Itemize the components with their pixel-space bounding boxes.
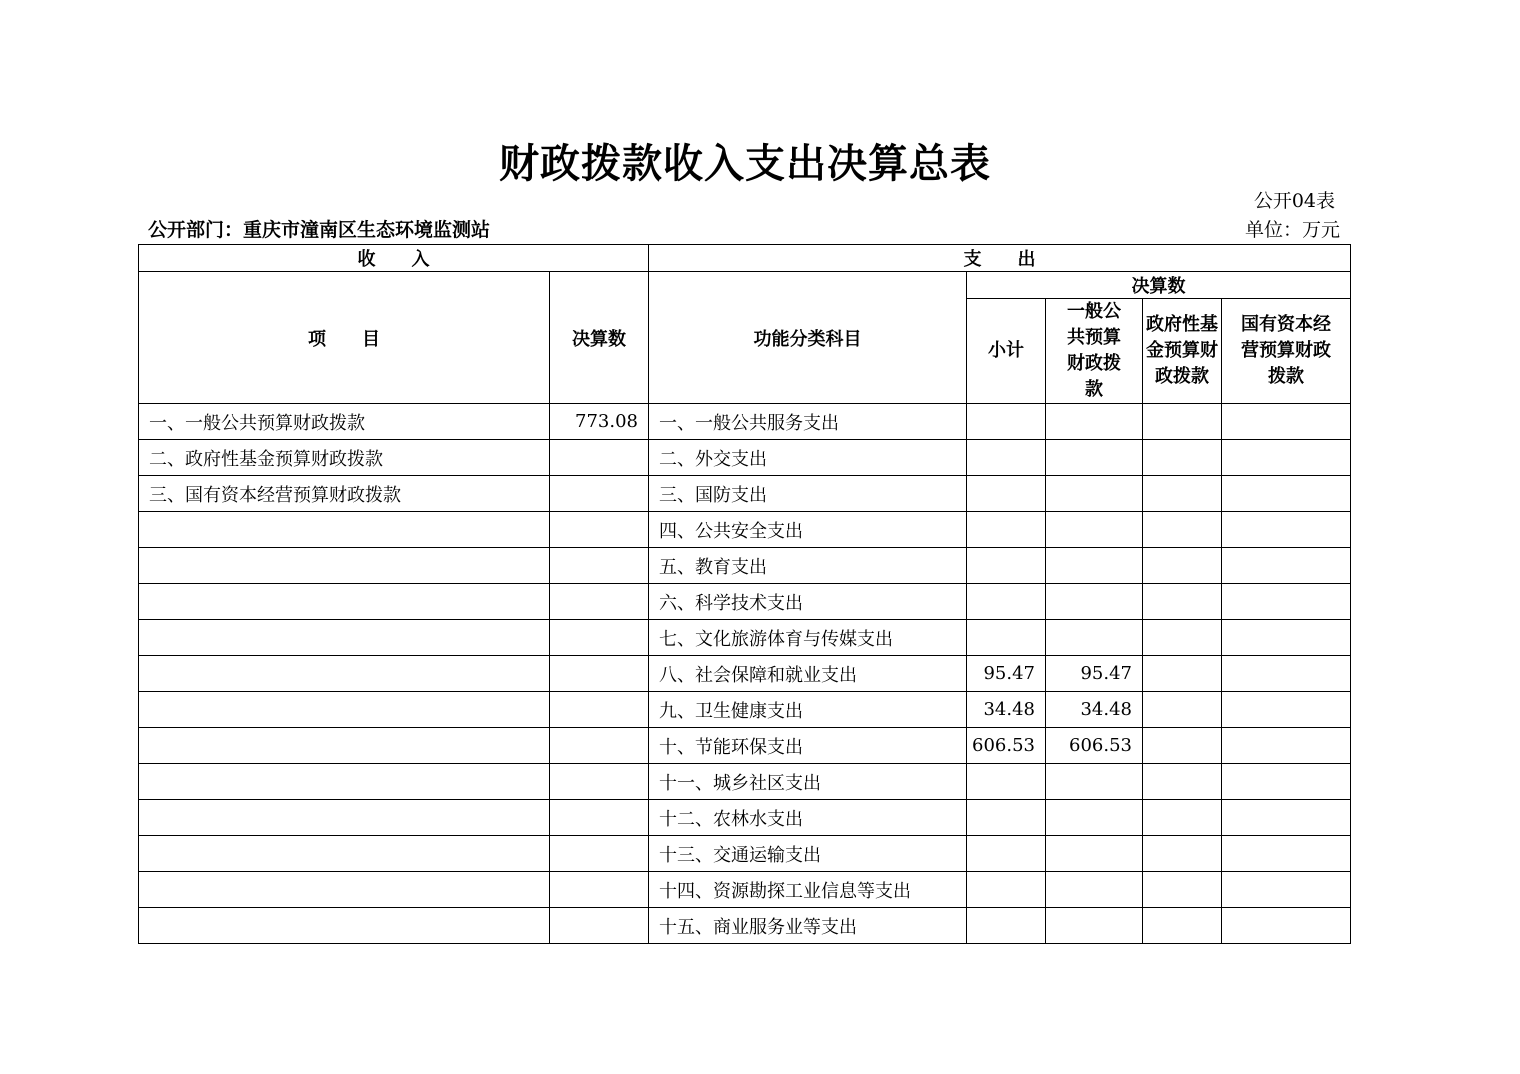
subtotal-cell xyxy=(967,512,1046,548)
state-capital-cell xyxy=(1222,620,1351,656)
income-item-cell xyxy=(139,836,550,872)
subtotal-cell xyxy=(967,908,1046,944)
subtotal-cell xyxy=(967,800,1046,836)
func-class-cell: 二、外交支出 xyxy=(649,440,967,476)
state-capital-cell xyxy=(1222,656,1351,692)
page-title: 财政拨款收入支出决算总表 xyxy=(499,140,991,187)
gov-fund-cell xyxy=(1143,692,1222,728)
state-capital-cell xyxy=(1222,440,1351,476)
income-amount-cell xyxy=(550,548,649,584)
table-row xyxy=(139,764,1351,800)
subtotal-cell xyxy=(967,404,1046,440)
func-class-cell: 十一、城乡社区支出 xyxy=(649,764,967,800)
income-amount-cell xyxy=(550,800,649,836)
func-class-cell: 五、教育支出 xyxy=(649,548,967,584)
income-amount-cell xyxy=(550,692,649,728)
gov-fund-cell xyxy=(1143,800,1222,836)
general-budget-cell xyxy=(1046,548,1143,584)
income-item-cell: 三、国有资本经营预算财政拨款 xyxy=(139,476,550,512)
table-row xyxy=(139,440,1351,476)
subtotal-cell xyxy=(967,872,1046,908)
income-item-cell: 一、一般公共预算财政拨款 xyxy=(139,404,550,440)
func-class-cell: 六、科学技术支出 xyxy=(649,584,967,620)
state-capital-cell xyxy=(1222,692,1351,728)
income-item-cell xyxy=(139,584,550,620)
subtotal-cell xyxy=(967,584,1046,620)
state-capital-cell xyxy=(1222,512,1351,548)
subtotal-cell xyxy=(967,440,1046,476)
gov-fund-cell xyxy=(1143,656,1222,692)
gov-fund-header: 政府性基金预算财政拨款 xyxy=(1143,299,1222,404)
func-class-cell: 十五、商业服务业等支出 xyxy=(649,908,967,944)
income-header: 收 入 xyxy=(139,245,649,272)
subtotal-cell: 606.53 xyxy=(967,728,1046,764)
table-row xyxy=(139,908,1351,944)
gov-fund-cell xyxy=(1143,872,1222,908)
func-class-cell: 十、节能环保支出 xyxy=(649,728,967,764)
subtotal-cell: 95.47 xyxy=(967,656,1046,692)
subtotal-header: 小计 xyxy=(967,299,1046,404)
income-amount-cell xyxy=(550,872,649,908)
income-amount-cell xyxy=(550,584,649,620)
department-label: 公开部门：重庆市潼南区生态环境监测站 xyxy=(148,219,491,241)
table-row xyxy=(139,476,1351,512)
income-item-cell xyxy=(139,620,550,656)
gov-fund-cell xyxy=(1143,512,1222,548)
gov-fund-cell xyxy=(1143,548,1222,584)
general-budget-cell xyxy=(1046,404,1143,440)
income-amount-cell xyxy=(550,512,649,548)
gov-fund-cell xyxy=(1143,728,1222,764)
income-amount-cell: 773.08 xyxy=(550,404,649,440)
general-budget-cell xyxy=(1046,836,1143,872)
func-class-cell: 十二、农林水支出 xyxy=(649,800,967,836)
subtotal-cell xyxy=(967,764,1046,800)
income-amount-cell xyxy=(550,764,649,800)
state-capital-cell xyxy=(1222,584,1351,620)
income-item-cell xyxy=(139,692,550,728)
expense-header: 支 出 xyxy=(649,245,1351,272)
income-item-cell xyxy=(139,512,550,548)
state-capital-header: 国有资本经营预算财政拨款 xyxy=(1222,299,1351,404)
state-capital-cell xyxy=(1222,728,1351,764)
table-code: 公开04表 xyxy=(1253,190,1335,212)
func-class-cell: 十四、资源勘探工业信息等支出 xyxy=(649,872,967,908)
state-capital-cell xyxy=(1222,908,1351,944)
subtotal-cell xyxy=(967,620,1046,656)
func-class-cell: 四、公共安全支出 xyxy=(649,512,967,548)
income-item-cell xyxy=(139,548,550,584)
income-item-cell xyxy=(139,656,550,692)
general-budget-cell: 606.53 xyxy=(1046,728,1143,764)
subtotal-cell: 34.48 xyxy=(967,692,1046,728)
income-amount-cell xyxy=(550,908,649,944)
income-amount-cell xyxy=(550,836,649,872)
general-budget-cell: 34.48 xyxy=(1046,692,1143,728)
table-row xyxy=(139,620,1351,656)
income-item-cell xyxy=(139,800,550,836)
gov-fund-cell xyxy=(1143,440,1222,476)
gov-fund-cell xyxy=(1143,764,1222,800)
subtotal-cell xyxy=(967,476,1046,512)
func-class-cell: 八、社会保障和就业支出 xyxy=(649,656,967,692)
state-capital-cell xyxy=(1222,404,1351,440)
gov-fund-cell xyxy=(1143,836,1222,872)
func-class-cell: 九、卫生健康支出 xyxy=(649,692,967,728)
unit-label: 单位：万元 xyxy=(1244,219,1340,241)
table-row xyxy=(139,548,1351,584)
income-amount-cell xyxy=(550,656,649,692)
gov-fund-cell xyxy=(1143,584,1222,620)
amount-header: 决算数 xyxy=(550,272,649,404)
general-budget-cell: 95.47 xyxy=(1046,656,1143,692)
func-class-header: 功能分类科目 xyxy=(649,272,967,404)
income-item-cell xyxy=(139,908,550,944)
income-item-cell: 二、政府性基金预算财政拨款 xyxy=(139,440,550,476)
func-class-cell: 十三、交通运输支出 xyxy=(649,836,967,872)
general-budget-cell xyxy=(1046,764,1143,800)
income-amount-cell xyxy=(550,440,649,476)
item-header: 项 目 xyxy=(139,272,550,404)
general-budget-cell xyxy=(1046,800,1143,836)
general-budget-cell xyxy=(1046,584,1143,620)
table-row xyxy=(139,692,1351,728)
subtotal-cell xyxy=(967,548,1046,584)
general-budget-header: 一般公共预算财政拨款 xyxy=(1046,299,1143,404)
table-row xyxy=(139,404,1351,440)
state-capital-cell xyxy=(1222,836,1351,872)
gov-fund-cell xyxy=(1143,476,1222,512)
state-capital-cell xyxy=(1222,764,1351,800)
func-class-cell: 三、国防支出 xyxy=(649,476,967,512)
general-budget-cell xyxy=(1046,512,1143,548)
income-item-cell xyxy=(139,872,550,908)
func-class-cell: 一、一般公共服务支出 xyxy=(649,404,967,440)
state-capital-cell xyxy=(1222,872,1351,908)
table-row xyxy=(139,512,1351,548)
table-row xyxy=(139,584,1351,620)
general-budget-cell xyxy=(1046,476,1143,512)
state-capital-cell xyxy=(1222,800,1351,836)
gov-fund-cell xyxy=(1143,908,1222,944)
general-budget-cell xyxy=(1046,872,1143,908)
income-item-cell xyxy=(139,764,550,800)
income-amount-cell xyxy=(550,476,649,512)
income-amount-cell xyxy=(550,620,649,656)
table-row xyxy=(139,872,1351,908)
general-budget-cell xyxy=(1046,908,1143,944)
gov-fund-cell xyxy=(1143,620,1222,656)
table-row xyxy=(139,728,1351,764)
gov-fund-cell xyxy=(1143,404,1222,440)
state-capital-cell xyxy=(1222,476,1351,512)
table-row xyxy=(139,656,1351,692)
final-header: 决算数 xyxy=(967,272,1351,299)
table-row xyxy=(139,800,1351,836)
general-budget-cell xyxy=(1046,440,1143,476)
state-capital-cell xyxy=(1222,548,1351,584)
income-amount-cell xyxy=(550,728,649,764)
fiscal-summary-table xyxy=(138,244,1351,944)
subtotal-cell xyxy=(967,836,1046,872)
income-item-cell xyxy=(139,728,550,764)
func-class-cell: 七、文化旅游体育与传媒支出 xyxy=(649,620,967,656)
general-budget-cell xyxy=(1046,620,1143,656)
table-row xyxy=(139,836,1351,872)
